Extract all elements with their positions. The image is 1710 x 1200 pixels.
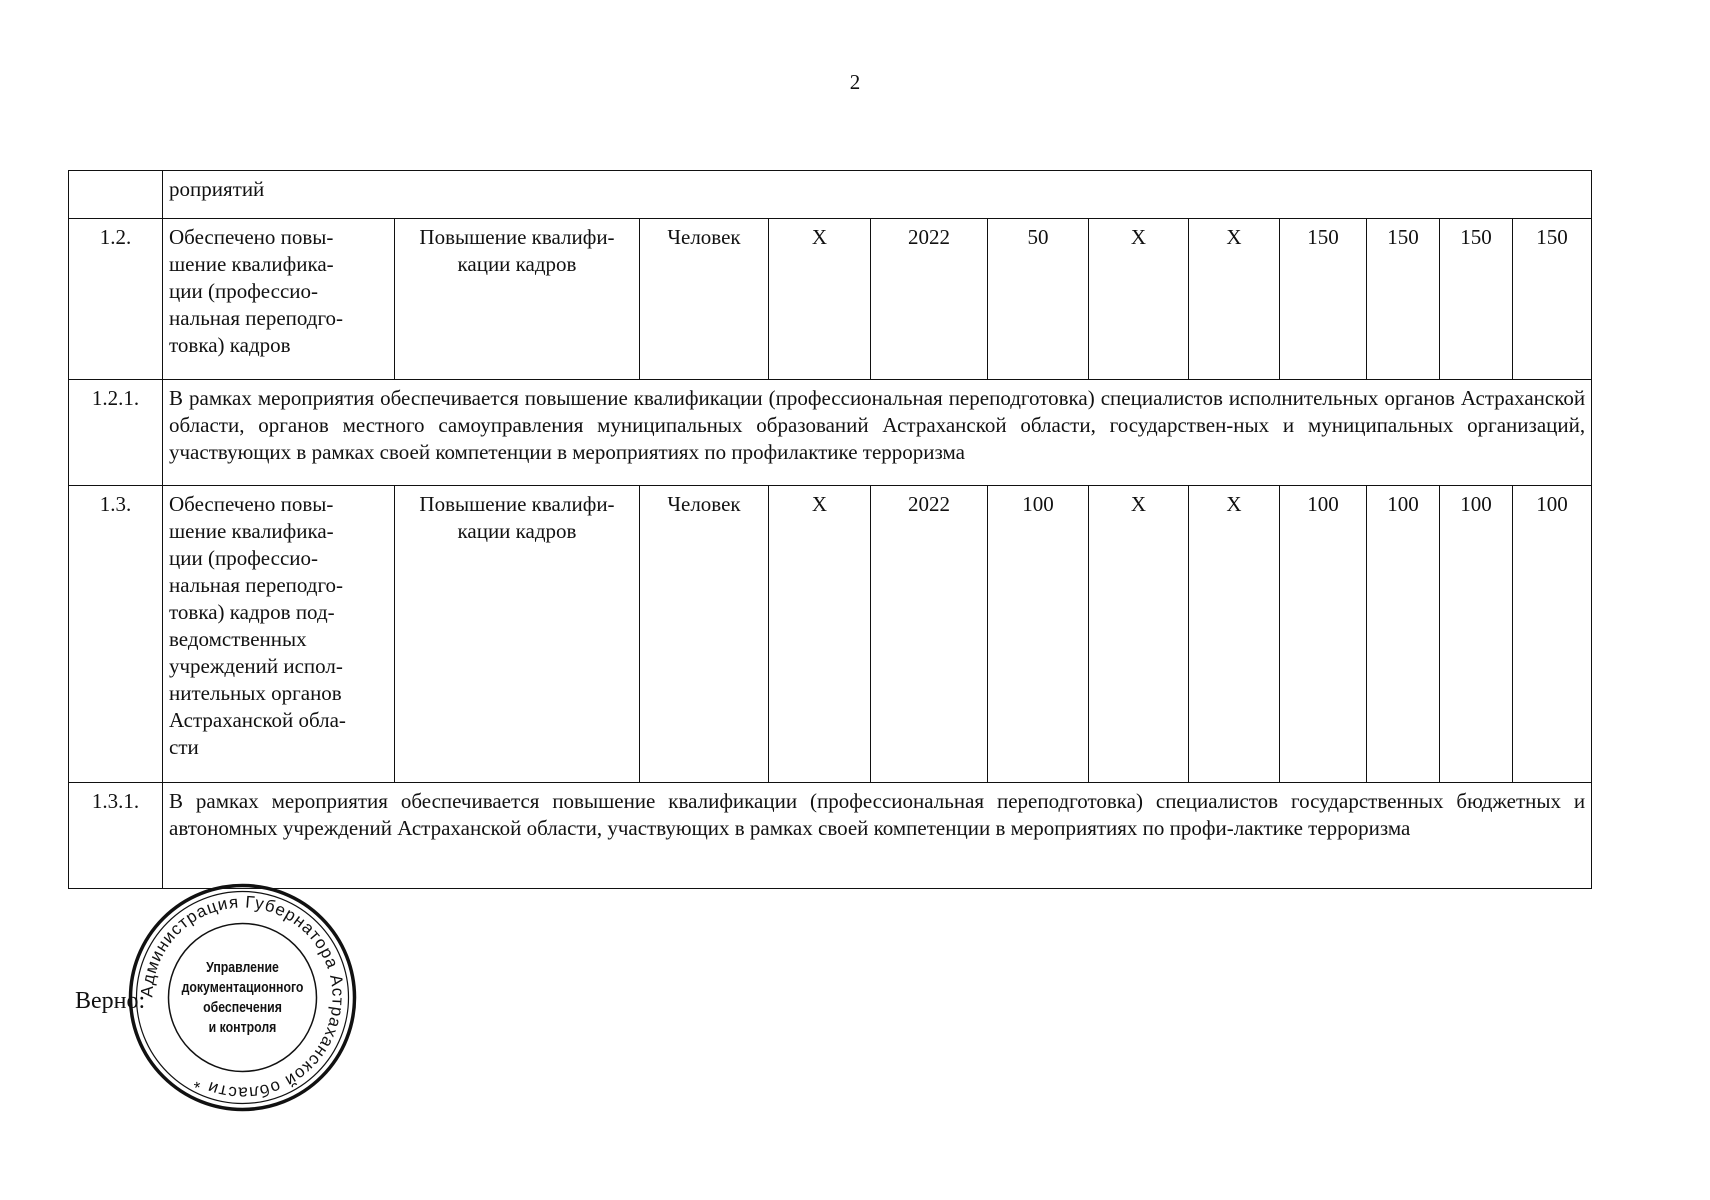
value-cell: 50 [988,219,1089,380]
indicators-table [68,170,1592,889]
base-year-cell: 2022 [871,219,988,380]
stamp-line: Управление [206,958,279,976]
value-cell: 100 [1440,486,1513,783]
value-cell: X [1089,219,1189,380]
value-cell: 100 [1367,486,1440,783]
result-text: Обеспечено повы- шение квалифика- ции (профессио- нальная переподго- товка) кадров под- ведомственных учреждений испол- нительных органов Астраханской обла- сти [169,492,346,759]
stamp-ring-text: Администрация Губернатора Астраханской области * [137,892,348,1103]
value-cell: 150 [1440,219,1513,380]
unit-cell: Человек [640,219,769,380]
stamp-line: обеспечения [203,998,282,1016]
continuation-row [69,171,1592,219]
value-cell: X [1189,219,1280,380]
verno-label: Верно: [75,988,146,1014]
indicator-cell [395,219,640,380]
value-cell: 150 [1280,219,1367,380]
stamp-line: документационного [181,978,304,996]
stamp-center [146,880,339,1115]
result-text: Обеспечено повы- шение квалифика- ции (профессио- нальная переподго- товка) кадров [169,225,344,357]
official-stamp [125,880,360,1115]
table-row [69,486,1592,783]
base-value-cell: X [769,486,871,783]
value-cell: 150 [1367,219,1440,380]
value-cell: 150 [1513,219,1592,380]
value-cell: 100 [988,486,1089,783]
description-row [69,380,1592,486]
row-number: 1.2. [69,219,163,380]
row-number: 1.2.1. [69,380,163,486]
value-cell: X [1189,486,1280,783]
value-cell: 100 [1513,486,1592,783]
result-cell [163,219,395,380]
base-value-cell: X [769,219,871,380]
base-year-cell: 2022 [871,486,988,783]
result-cell [163,486,395,783]
table-row [69,219,1592,380]
page-number: 2 [849,70,861,94]
description-row [69,783,1592,889]
description-text: В рамках мероприятия обеспечивается повышение квалификации (профессиональная переподготовка) специалистов исполнительных органов Астраханской области, органов местного самоуправления муниципальных образований Астраханской области, государствен-ных и муниципальных организаций, участвующих в рамках своей компетенции в мероприятиях по профилактике терроризма [163,380,1592,486]
description-text: В рамках мероприятия обеспечивается повышение квалификации (профессиональная переподготовка) специалистов государственных бюджетных и автономных учреждений Астраханской области, участвующих в рамках своей компетенции в мероприятиях по профи-лактике терроризма [163,783,1592,889]
indicator-cell [395,486,640,783]
continuation-text: роприятий [163,171,1592,219]
value-cell: X [1089,486,1189,783]
cell-num [69,171,163,219]
indicator-text: Повышение квалифи- кации кадров [419,225,615,276]
unit-cell: Человек [640,486,769,783]
indicator-text: Повышение квалифи- кации кадров [419,492,615,543]
row-number: 1.3.1. [69,783,163,889]
value-cell: 100 [1280,486,1367,783]
stamp-line: и контроля [208,1018,277,1036]
row-number: 1.3. [69,486,163,783]
